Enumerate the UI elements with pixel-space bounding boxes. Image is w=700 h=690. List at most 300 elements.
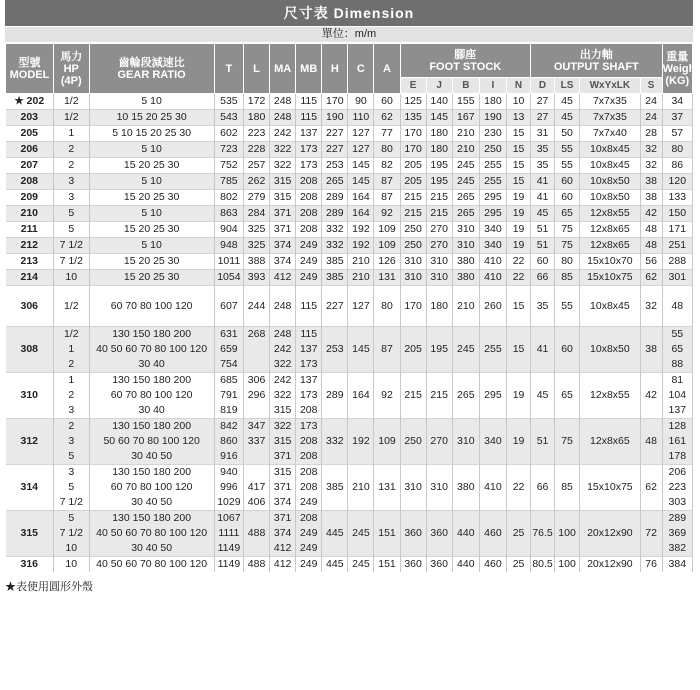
header-model bbox=[6, 44, 54, 94]
shaft-d-cell: 41 bbox=[531, 327, 555, 373]
shaft-s-cell: 32 bbox=[640, 286, 662, 327]
foot-i-cell: 295 bbox=[479, 206, 506, 222]
shaft-key-cell: 12x8x65 bbox=[580, 222, 641, 238]
foot-j-cell: 215 bbox=[426, 206, 452, 222]
dim-l-cell: 172 bbox=[243, 94, 269, 110]
table-body bbox=[6, 94, 693, 573]
dim-t-cell: 842 bbox=[214, 419, 243, 435]
shaft-ls-cell: 85 bbox=[555, 270, 580, 286]
hp-cell: 1/2 bbox=[54, 110, 89, 126]
hp-cell: 2 bbox=[54, 388, 89, 403]
ratio-cell: 130 150 180 200 bbox=[89, 511, 214, 527]
model-cell: 208 bbox=[6, 174, 54, 190]
shaft-key-cell: 10x8x45 bbox=[580, 158, 641, 174]
dim-a-cell: 151 bbox=[374, 511, 400, 557]
hp-cell: 10 bbox=[54, 557, 89, 573]
dim-mb-cell: 208 bbox=[296, 480, 322, 495]
dim-a-cell: 126 bbox=[374, 254, 400, 270]
dim-t-cell: 1067 bbox=[214, 511, 243, 527]
dim-c-cell: 145 bbox=[348, 327, 374, 373]
table-row bbox=[6, 373, 693, 389]
header-dim-l: L bbox=[243, 44, 269, 94]
dim-mb-cell: 249 bbox=[296, 541, 322, 557]
hp-cell: 7 1/2 bbox=[54, 254, 89, 270]
header-dim-h: H bbox=[322, 44, 348, 94]
ratio-cell: 5 10 bbox=[89, 174, 214, 190]
foot-e-cell: 250 bbox=[400, 238, 426, 254]
dim-c-cell: 164 bbox=[348, 373, 374, 419]
header-dim-ma: MA bbox=[270, 44, 296, 94]
dim-mb-cell: 208 bbox=[296, 222, 322, 238]
dim-c-cell: 192 bbox=[348, 419, 374, 465]
header-dim-c: C bbox=[348, 44, 374, 94]
dim-a-cell: 109 bbox=[374, 222, 400, 238]
foot-j-cell: 360 bbox=[426, 557, 452, 573]
foot-j-cell: 140 bbox=[426, 94, 452, 110]
foot-e-cell: 170 bbox=[400, 142, 426, 158]
header-weight-unit: (KG) bbox=[665, 74, 690, 87]
dim-c-cell: 110 bbox=[348, 110, 374, 126]
dim-h-cell: 289 bbox=[322, 206, 348, 222]
dim-ma-cell: 322 bbox=[270, 158, 296, 174]
dim-h-cell: 332 bbox=[322, 238, 348, 254]
dim-h-cell: 385 bbox=[322, 254, 348, 270]
dim-c-cell: 192 bbox=[348, 222, 374, 238]
foot-e-cell: 250 bbox=[400, 419, 426, 465]
weight-cell: 369 bbox=[662, 526, 692, 541]
shaft-ls-cell: 60 bbox=[555, 174, 580, 190]
dim-l-cell: 279 bbox=[243, 190, 269, 206]
weight-cell: 88 bbox=[662, 357, 692, 373]
header-foot-i: I bbox=[479, 78, 506, 94]
foot-b-cell: 380 bbox=[452, 465, 479, 511]
dim-mb-cell: 137 bbox=[296, 342, 322, 357]
shaft-d-cell: 41 bbox=[531, 190, 555, 206]
shaft-ls-cell: 80 bbox=[555, 254, 580, 270]
dim-l-cell bbox=[243, 465, 269, 481]
dim-c-cell: 210 bbox=[348, 465, 374, 511]
shaft-key-cell: 10x8x45 bbox=[580, 142, 641, 158]
ratio-cell: 15 20 25 30 bbox=[89, 190, 214, 206]
ratio-cell: 15 20 25 30 bbox=[89, 222, 214, 238]
dim-c-cell: 192 bbox=[348, 238, 374, 254]
dim-c-cell: 145 bbox=[348, 158, 374, 174]
table-row bbox=[6, 511, 693, 527]
shaft-key-cell: 12x8x65 bbox=[580, 419, 641, 465]
hp-cell: 5 bbox=[54, 480, 89, 495]
foot-j-cell: 270 bbox=[426, 222, 452, 238]
hp-cell: 5 bbox=[54, 449, 89, 465]
header-ratio-zh: 齒輪段減速比 bbox=[118, 56, 185, 69]
dim-h-cell: 445 bbox=[322, 511, 348, 557]
foot-e-cell: 170 bbox=[400, 126, 426, 142]
dim-h-cell: 289 bbox=[322, 373, 348, 419]
weight-cell: 48 bbox=[662, 286, 692, 327]
header-foot-stock bbox=[400, 44, 531, 78]
dim-t-cell: 785 bbox=[214, 174, 243, 190]
header-foot-n: N bbox=[507, 78, 531, 94]
foot-b-cell: 245 bbox=[452, 158, 479, 174]
table-row bbox=[6, 126, 693, 142]
foot-e-cell: 215 bbox=[400, 206, 426, 222]
dim-ma-cell: 371 bbox=[270, 449, 296, 465]
dim-t-cell: 659 bbox=[214, 342, 243, 357]
foot-i-cell: 255 bbox=[479, 327, 506, 373]
foot-i-cell: 295 bbox=[479, 373, 506, 419]
foot-n-cell: 25 bbox=[507, 511, 531, 557]
shaft-key-cell: 20x12x90 bbox=[580, 511, 641, 557]
hp-cell: 10 bbox=[54, 270, 89, 286]
dim-c-cell: 127 bbox=[348, 286, 374, 327]
ratio-cell: 15 20 25 30 bbox=[89, 254, 214, 270]
dim-ma-cell: 371 bbox=[270, 206, 296, 222]
ratio-cell: 5 10 15 20 25 30 bbox=[89, 126, 214, 142]
dim-mb-cell: 115 bbox=[296, 94, 322, 110]
foot-i-cell: 255 bbox=[479, 174, 506, 190]
shaft-s-cell: 32 bbox=[640, 142, 662, 158]
weight-cell: 120 bbox=[662, 174, 692, 190]
dim-mb-cell: 208 bbox=[296, 174, 322, 190]
foot-b-cell: 310 bbox=[452, 419, 479, 465]
dim-ma-cell: 322 bbox=[270, 388, 296, 403]
header-hp-poles: (4P) bbox=[60, 74, 82, 87]
shaft-d-cell: 27 bbox=[531, 94, 555, 110]
foot-i-cell: 230 bbox=[479, 126, 506, 142]
dim-ma-cell: 315 bbox=[270, 465, 296, 481]
dim-t-cell: 543 bbox=[214, 110, 243, 126]
foot-b-cell: 310 bbox=[452, 222, 479, 238]
dim-ma-cell: 371 bbox=[270, 222, 296, 238]
header-weight-en: Weight bbox=[662, 62, 700, 75]
dim-t-cell: 752 bbox=[214, 158, 243, 174]
foot-j-cell: 180 bbox=[426, 142, 452, 158]
ratio-cell: 30 40 50 bbox=[89, 495, 214, 511]
header-dim-mb: MB bbox=[296, 44, 322, 94]
table-row bbox=[6, 110, 693, 126]
dim-t-cell: 940 bbox=[214, 465, 243, 481]
dim-ma-cell: 374 bbox=[270, 526, 296, 541]
foot-i-cell: 410 bbox=[479, 254, 506, 270]
header-foot-b: B bbox=[452, 78, 479, 94]
dim-t-cell: 723 bbox=[214, 142, 243, 158]
foot-n-cell: 19 bbox=[507, 238, 531, 254]
header-foot-e: E bbox=[400, 78, 426, 94]
shaft-ls-cell: 65 bbox=[555, 206, 580, 222]
foot-n-cell: 19 bbox=[507, 190, 531, 206]
shaft-s-cell: 48 bbox=[640, 419, 662, 465]
hp-cell: 1 bbox=[54, 126, 89, 142]
foot-e-cell: 170 bbox=[400, 286, 426, 327]
page-title: 尺寸表 Dimension bbox=[5, 0, 693, 26]
weight-cell: 223 bbox=[662, 480, 692, 495]
foot-j-cell: 215 bbox=[426, 190, 452, 206]
shaft-ls-cell: 55 bbox=[555, 286, 580, 327]
table-row bbox=[6, 142, 693, 158]
weight-cell: 301 bbox=[662, 270, 692, 286]
dim-l-cell: 325 bbox=[243, 222, 269, 238]
dim-l-cell: 223 bbox=[243, 126, 269, 142]
dim-c-cell: 90 bbox=[348, 94, 374, 110]
foot-i-cell: 410 bbox=[479, 465, 506, 511]
shaft-ls-cell: 100 bbox=[555, 557, 580, 573]
dim-c-cell: 210 bbox=[348, 254, 374, 270]
dim-t-cell: 863 bbox=[214, 206, 243, 222]
foot-n-cell: 22 bbox=[507, 254, 531, 270]
shaft-d-cell: 35 bbox=[531, 142, 555, 158]
shaft-s-cell: 76 bbox=[640, 557, 662, 573]
shaft-ls-cell: 45 bbox=[555, 94, 580, 110]
unit-label: 單位：m/m bbox=[5, 26, 693, 43]
foot-i-cell: 340 bbox=[479, 222, 506, 238]
foot-i-cell: 180 bbox=[479, 94, 506, 110]
foot-n-cell: 15 bbox=[507, 158, 531, 174]
shaft-key-cell: 7x7x35 bbox=[580, 94, 641, 110]
dim-ma-cell: 412 bbox=[270, 270, 296, 286]
dim-a-cell: 62 bbox=[374, 110, 400, 126]
shaft-ls-cell: 75 bbox=[555, 238, 580, 254]
table-row bbox=[6, 206, 693, 222]
foot-j-cell: 310 bbox=[426, 270, 452, 286]
foot-n-cell: 22 bbox=[507, 465, 531, 511]
shaft-s-cell: 72 bbox=[640, 511, 662, 557]
dim-l-cell: 325 bbox=[243, 238, 269, 254]
dim-mb-cell: 249 bbox=[296, 254, 322, 270]
shaft-key-cell: 15x10x75 bbox=[580, 465, 641, 511]
header-output-shaft bbox=[531, 44, 663, 78]
shaft-d-cell: 80.5 bbox=[532, 558, 553, 570]
weight-cell: 137 bbox=[662, 403, 692, 419]
weight-cell: 80 bbox=[662, 142, 692, 158]
hp-cell: 1/2 bbox=[54, 327, 89, 343]
foot-e-cell: 310 bbox=[400, 465, 426, 511]
foot-e-cell: 205 bbox=[400, 158, 426, 174]
hp-cell: 10 bbox=[54, 541, 89, 557]
hp-cell: 3 bbox=[54, 174, 89, 190]
dim-a-cell: 109 bbox=[374, 419, 400, 465]
foot-b-cell: 310 bbox=[452, 238, 479, 254]
dim-ma-cell: 315 bbox=[270, 190, 296, 206]
header-hp bbox=[54, 44, 89, 94]
dim-h-cell: 170 bbox=[322, 94, 348, 110]
header-dim-a: A bbox=[374, 44, 400, 94]
ratio-cell: 60 70 80 100 120 bbox=[89, 286, 214, 327]
header-model-en: MODEL bbox=[9, 68, 50, 81]
shaft-d-cell: 31 bbox=[531, 126, 555, 142]
shaft-s-cell: 38 bbox=[640, 190, 662, 206]
header-model-zh: 型號 bbox=[18, 56, 41, 69]
ratio-cell: 40 50 60 70 80 100 120 bbox=[89, 557, 214, 573]
ratio-cell: 5 10 bbox=[89, 142, 214, 158]
dim-a-cell: 87 bbox=[374, 327, 400, 373]
dim-ma-cell: 371 bbox=[270, 511, 296, 527]
dim-l-cell: 488 bbox=[243, 526, 269, 541]
ratio-cell: 15 20 25 30 bbox=[89, 158, 214, 174]
footnote: ★表使用圓形外殼 bbox=[5, 581, 93, 593]
hp-cell: 5 bbox=[54, 206, 89, 222]
dim-mb-cell: 115 bbox=[296, 327, 322, 343]
table-row bbox=[6, 557, 693, 573]
weight-cell: 65 bbox=[662, 342, 692, 357]
foot-e-cell: 360 bbox=[400, 511, 426, 557]
dim-a-cell: 151 bbox=[374, 557, 400, 573]
shaft-d-cell: 27 bbox=[531, 110, 555, 126]
dim-ma-cell: 242 bbox=[270, 373, 296, 389]
foot-b-cell: 265 bbox=[452, 206, 479, 222]
ratio-cell: 30 40 bbox=[89, 403, 214, 419]
foot-i-cell: 340 bbox=[479, 238, 506, 254]
dim-a-cell: 87 bbox=[374, 174, 400, 190]
shaft-ls-cell: 50 bbox=[555, 126, 580, 142]
dim-ma-cell: 374 bbox=[270, 254, 296, 270]
weight-cell: 55 bbox=[662, 327, 692, 343]
foot-i-cell: 260 bbox=[479, 286, 506, 327]
header-hp-zh: 馬力 bbox=[60, 50, 83, 63]
dim-c-cell: 245 bbox=[348, 511, 374, 557]
foot-b-cell: 167 bbox=[452, 110, 479, 126]
shaft-s-cell: 62 bbox=[640, 465, 662, 511]
dim-t-cell: 996 bbox=[214, 480, 243, 495]
hp-cell: 1 bbox=[54, 373, 89, 389]
dim-h-cell: 289 bbox=[322, 190, 348, 206]
dim-l-cell: 347 bbox=[243, 419, 269, 435]
header-shaft-s: S bbox=[640, 78, 662, 94]
dim-t-cell: 860 bbox=[214, 434, 243, 449]
dim-t-cell: 1149 bbox=[214, 557, 243, 573]
weight-cell: 171 bbox=[662, 222, 692, 238]
dim-t-cell: 685 bbox=[214, 373, 243, 389]
dim-l-cell: 306 bbox=[243, 373, 269, 389]
model-cell: 310 bbox=[6, 373, 54, 419]
foot-n-cell: 15 bbox=[507, 126, 531, 142]
table-row bbox=[6, 270, 693, 286]
foot-b-cell: 210 bbox=[452, 126, 479, 142]
dim-h-cell: 332 bbox=[322, 419, 348, 465]
ratio-cell: 5 10 bbox=[89, 94, 214, 110]
dim-t-cell: 802 bbox=[214, 190, 243, 206]
shaft-key-cell: 10x8x50 bbox=[580, 327, 641, 373]
shaft-ls-cell: 100 bbox=[555, 511, 580, 557]
weight-cell: 384 bbox=[662, 557, 692, 573]
dim-a-cell: 92 bbox=[374, 206, 400, 222]
foot-e-cell: 250 bbox=[400, 222, 426, 238]
table-row bbox=[6, 327, 693, 343]
dim-t-cell: 1029 bbox=[214, 495, 243, 511]
model-cell: 314 bbox=[6, 465, 54, 511]
shaft-d-cell: 45 bbox=[531, 206, 555, 222]
foot-b-cell: 440 bbox=[452, 511, 479, 557]
model-cell: 203 bbox=[6, 110, 54, 126]
dim-mb-cell: 173 bbox=[296, 142, 322, 158]
dim-l-cell: 180 bbox=[243, 110, 269, 126]
foot-n-cell: 22 bbox=[507, 270, 531, 286]
model-cell: 315 bbox=[6, 511, 54, 557]
shaft-key-cell: 7x7x40 bbox=[580, 126, 641, 142]
shaft-key-cell: 15x10x75 bbox=[580, 270, 641, 286]
weight-cell: 104 bbox=[662, 388, 692, 403]
dim-mb-cell: 249 bbox=[296, 238, 322, 254]
dim-t-cell: 1054 bbox=[214, 270, 243, 286]
foot-e-cell: 205 bbox=[400, 174, 426, 190]
dim-ma-cell: 374 bbox=[270, 238, 296, 254]
foot-n-cell: 19 bbox=[507, 419, 531, 465]
hp-cell: 1 bbox=[54, 342, 89, 357]
foot-j-cell: 195 bbox=[426, 174, 452, 190]
foot-n-cell: 15 bbox=[507, 142, 531, 158]
shaft-key-cell: 12x8x55 bbox=[580, 206, 641, 222]
dim-h-cell: 253 bbox=[322, 327, 348, 373]
shaft-d-cell: 66 bbox=[531, 465, 555, 511]
dim-l-cell: 337 bbox=[243, 434, 269, 449]
dim-t-cell: 535 bbox=[214, 94, 243, 110]
dim-a-cell: 60 bbox=[374, 94, 400, 110]
dim-l-cell: 244 bbox=[243, 286, 269, 327]
foot-e-cell: 215 bbox=[400, 190, 426, 206]
dim-a-cell: 131 bbox=[374, 465, 400, 511]
dim-t-cell: 754 bbox=[214, 357, 243, 373]
weight-cell: 161 bbox=[662, 434, 692, 449]
ratio-cell: 30 40 50 bbox=[89, 541, 214, 557]
dim-h-cell: 385 bbox=[322, 465, 348, 511]
dim-ma-cell: 248 bbox=[270, 110, 296, 126]
dim-mb-cell: 137 bbox=[296, 126, 322, 142]
shaft-key-cell: 10x8x50 bbox=[580, 174, 641, 190]
foot-e-cell: 360 bbox=[400, 557, 426, 573]
hp-cell: 7 1/2 bbox=[54, 495, 89, 511]
model-cell: 312 bbox=[6, 419, 54, 465]
ratio-cell: 30 40 bbox=[89, 357, 214, 373]
foot-i-cell: 340 bbox=[479, 419, 506, 465]
ratio-cell: 130 150 180 200 bbox=[89, 465, 214, 481]
dim-t-cell: 819 bbox=[214, 403, 243, 419]
header-shaft-d: D bbox=[531, 78, 555, 94]
dim-h-cell: 253 bbox=[322, 158, 348, 174]
dim-t-cell: 948 bbox=[214, 238, 243, 254]
dim-ma-cell: 242 bbox=[270, 342, 296, 357]
shaft-key-cell: 12x8x65 bbox=[580, 238, 641, 254]
foot-b-cell: 245 bbox=[452, 327, 479, 373]
hp-cell: 2 bbox=[54, 158, 89, 174]
ratio-cell: 40 50 60 70 80 100 120 bbox=[89, 526, 214, 541]
hp-cell: 7 1/2 bbox=[54, 238, 89, 254]
dim-mb-cell: 115 bbox=[296, 110, 322, 126]
foot-n-cell: 15 bbox=[507, 327, 531, 373]
dim-l-cell: 284 bbox=[243, 206, 269, 222]
dim-l-cell: 488 bbox=[243, 557, 269, 573]
hp-cell: 2 bbox=[54, 142, 89, 158]
foot-b-cell: 380 bbox=[452, 270, 479, 286]
header-foot-zh: 腳座 bbox=[454, 48, 477, 61]
header-shaft-ls: LS bbox=[555, 78, 580, 94]
dim-c-cell: 127 bbox=[348, 142, 374, 158]
shaft-s-cell: 42 bbox=[640, 206, 662, 222]
dim-t-cell: 1111 bbox=[214, 526, 243, 541]
foot-i-cell: 250 bbox=[479, 142, 506, 158]
shaft-s-cell: 28 bbox=[640, 126, 662, 142]
dim-l-cell: 406 bbox=[243, 495, 269, 511]
foot-b-cell: 245 bbox=[452, 174, 479, 190]
hp-cell: 3 bbox=[54, 403, 89, 419]
dim-a-cell: 92 bbox=[374, 373, 400, 419]
foot-j-cell: 145 bbox=[426, 110, 452, 126]
dimension-sheet bbox=[5, 0, 700, 594]
hp-cell: 5 bbox=[54, 222, 89, 238]
dim-c-cell: 145 bbox=[348, 174, 374, 190]
foot-n-cell: 19 bbox=[507, 222, 531, 238]
model-cell: 210 bbox=[6, 206, 54, 222]
dim-c-cell: 164 bbox=[348, 190, 374, 206]
shaft-ls-cell: 60 bbox=[555, 190, 580, 206]
weight-cell: 382 bbox=[662, 541, 692, 557]
